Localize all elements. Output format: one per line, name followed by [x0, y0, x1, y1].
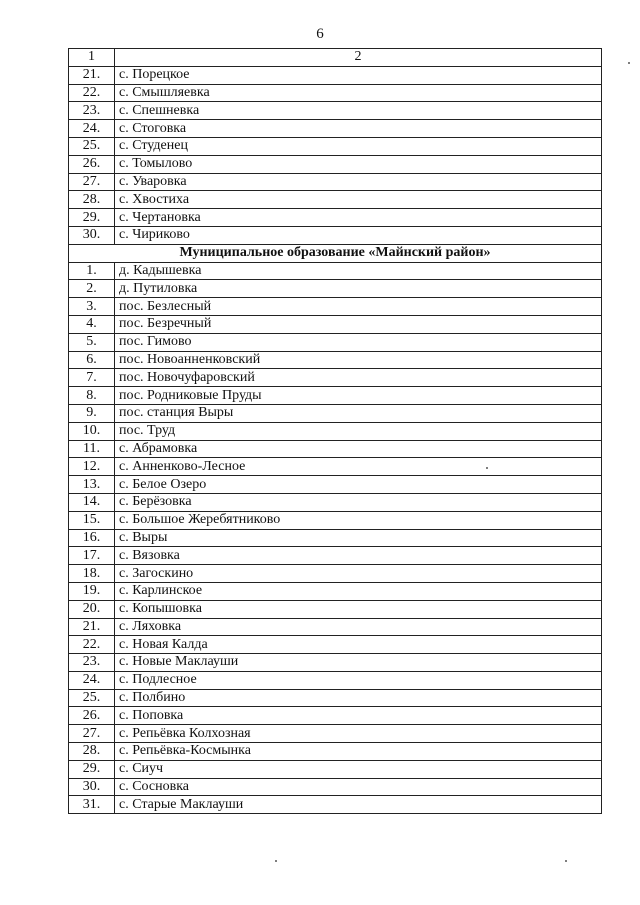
row-number: 15.	[69, 511, 115, 529]
table-row	[69, 529, 602, 547]
table-row	[69, 66, 602, 84]
settlement-name: пос. Безречный	[115, 315, 602, 333]
table-row	[69, 369, 602, 387]
settlement-name: с. Хвостиха	[115, 191, 602, 209]
table-row	[69, 226, 602, 244]
settlement-name: с. Загоскино	[115, 565, 602, 583]
settlement-name: с. Чертановка	[115, 209, 602, 227]
settlement-name: с. Томылово	[115, 155, 602, 173]
settlements-table	[68, 48, 602, 814]
settlement-name: с. Большое Жеребятниково	[115, 511, 602, 529]
table-row	[69, 173, 602, 191]
settlement-name: с. Репьёвка-Космынка	[115, 743, 602, 761]
row-number: 21.	[69, 618, 115, 636]
table-row	[69, 387, 602, 405]
table-row	[69, 351, 602, 369]
row-number: 29.	[69, 760, 115, 778]
row-number: 20.	[69, 600, 115, 618]
row-number: 8.	[69, 387, 115, 405]
table-row	[69, 796, 602, 814]
settlement-name: с. Сиуч	[115, 760, 602, 778]
table-row	[69, 654, 602, 672]
table-row	[69, 440, 602, 458]
settlement-name: с. Подлесное	[115, 671, 602, 689]
table-row	[69, 458, 602, 476]
table-header-row	[69, 49, 602, 67]
table-row	[69, 547, 602, 565]
row-number: 10.	[69, 422, 115, 440]
settlement-name: пос. Безлесный	[115, 298, 602, 316]
table-row	[69, 476, 602, 494]
table-row	[69, 778, 602, 796]
row-number: 1.	[69, 262, 115, 280]
row-number: 23.	[69, 654, 115, 672]
scan-speck	[275, 860, 277, 862]
row-number: 25.	[69, 689, 115, 707]
row-number: 24.	[69, 671, 115, 689]
table-row	[69, 298, 602, 316]
row-number: 16.	[69, 529, 115, 547]
row-number: 13.	[69, 476, 115, 494]
table-row	[69, 120, 602, 138]
row-number: 9.	[69, 404, 115, 422]
table-row	[69, 707, 602, 725]
settlement-name: с. Белое Озеро	[115, 476, 602, 494]
settlement-name: с. Старые Маклауши	[115, 796, 602, 814]
row-number: 2.	[69, 280, 115, 298]
table-row	[69, 760, 602, 778]
settlement-name: пос. станция Выры	[115, 404, 602, 422]
section-heading-row	[69, 244, 602, 262]
settlement-name: пос. Родниковые Пруды	[115, 387, 602, 405]
settlement-name: пос. Труд	[115, 422, 602, 440]
table-row	[69, 102, 602, 120]
row-number: 30.	[69, 226, 115, 244]
settlement-name: с. Порецкое	[115, 66, 602, 84]
row-number: 23.	[69, 102, 115, 120]
settlement-name: с. Смышляевка	[115, 84, 602, 102]
row-number: 3.	[69, 298, 115, 316]
settlement-name: с. Берёзовка	[115, 493, 602, 511]
table-row	[69, 191, 602, 209]
settlement-name: с. Полбино	[115, 689, 602, 707]
table-row	[69, 404, 602, 422]
table-row	[69, 743, 602, 761]
settlement-name: с. Ляховка	[115, 618, 602, 636]
settlements-table-body	[69, 49, 602, 814]
row-number: 27.	[69, 173, 115, 191]
table-row	[69, 600, 602, 618]
table-row	[69, 262, 602, 280]
settlement-name: с. Уваровка	[115, 173, 602, 191]
header-col-1: 1	[69, 49, 115, 67]
row-number: 27.	[69, 725, 115, 743]
scan-speck	[565, 860, 567, 862]
settlement-name: с. Карлинское	[115, 582, 602, 600]
table-row	[69, 155, 602, 173]
settlement-name: пос. Новоанненковский	[115, 351, 602, 369]
row-number: 6.	[69, 351, 115, 369]
table-row	[69, 209, 602, 227]
row-number: 21.	[69, 66, 115, 84]
settlement-name: с. Новая Калда	[115, 636, 602, 654]
row-number: 17.	[69, 547, 115, 565]
row-number: 19.	[69, 582, 115, 600]
row-number: 18.	[69, 565, 115, 583]
row-number: 7.	[69, 369, 115, 387]
settlement-name: с. Репьёвка Колхозная	[115, 725, 602, 743]
table-row	[69, 84, 602, 102]
table-row	[69, 422, 602, 440]
scan-speck	[628, 62, 630, 64]
row-number: 24.	[69, 120, 115, 138]
settlement-name: пос. Новочуфаровский	[115, 369, 602, 387]
section-title: Муниципальное образование «Майнский район»	[69, 244, 602, 262]
page-number: 6	[316, 26, 324, 42]
row-number: 30.	[69, 778, 115, 796]
row-number: 31.	[69, 796, 115, 814]
table-row	[69, 671, 602, 689]
settlement-name: пос. Гимово	[115, 333, 602, 351]
settlement-name: с. Стоговка	[115, 120, 602, 138]
table-row	[69, 725, 602, 743]
settlement-name: с. Копышовка	[115, 600, 602, 618]
table-row	[69, 511, 602, 529]
table-row	[69, 280, 602, 298]
table-row	[69, 618, 602, 636]
table-row	[69, 315, 602, 333]
settlement-name: с. Выры	[115, 529, 602, 547]
table-row	[69, 333, 602, 351]
row-number: 22.	[69, 84, 115, 102]
row-number: 28.	[69, 191, 115, 209]
row-number: 26.	[69, 155, 115, 173]
row-number: 26.	[69, 707, 115, 725]
settlement-name: д. Путиловка	[115, 280, 602, 298]
row-number: 14.	[69, 493, 115, 511]
scan-speck	[486, 467, 488, 469]
settlement-name: с. Новые Маклауши	[115, 654, 602, 672]
row-number: 22.	[69, 636, 115, 654]
settlement-name: с. Вязовка	[115, 547, 602, 565]
settlement-name: с. Спешневка	[115, 102, 602, 120]
settlement-name: с. Поповка	[115, 707, 602, 725]
row-number: 29.	[69, 209, 115, 227]
table-row	[69, 137, 602, 155]
settlement-name: д. Кадышевка	[115, 262, 602, 280]
table-row	[69, 582, 602, 600]
table-row	[69, 493, 602, 511]
row-number: 5.	[69, 333, 115, 351]
settlement-name: с. Анненково-Лесное	[115, 458, 602, 476]
row-number: 25.	[69, 137, 115, 155]
row-number: 12.	[69, 458, 115, 476]
table-row	[69, 565, 602, 583]
row-number: 4.	[69, 315, 115, 333]
row-number: 11.	[69, 440, 115, 458]
row-number: 28.	[69, 743, 115, 761]
settlement-name: с. Чириково	[115, 226, 602, 244]
table-row	[69, 689, 602, 707]
settlement-name: с. Сосновка	[115, 778, 602, 796]
settlement-name: с. Абрамовка	[115, 440, 602, 458]
header-col-2: 2	[115, 49, 602, 67]
settlement-name: с. Студенец	[115, 137, 602, 155]
table-row	[69, 636, 602, 654]
